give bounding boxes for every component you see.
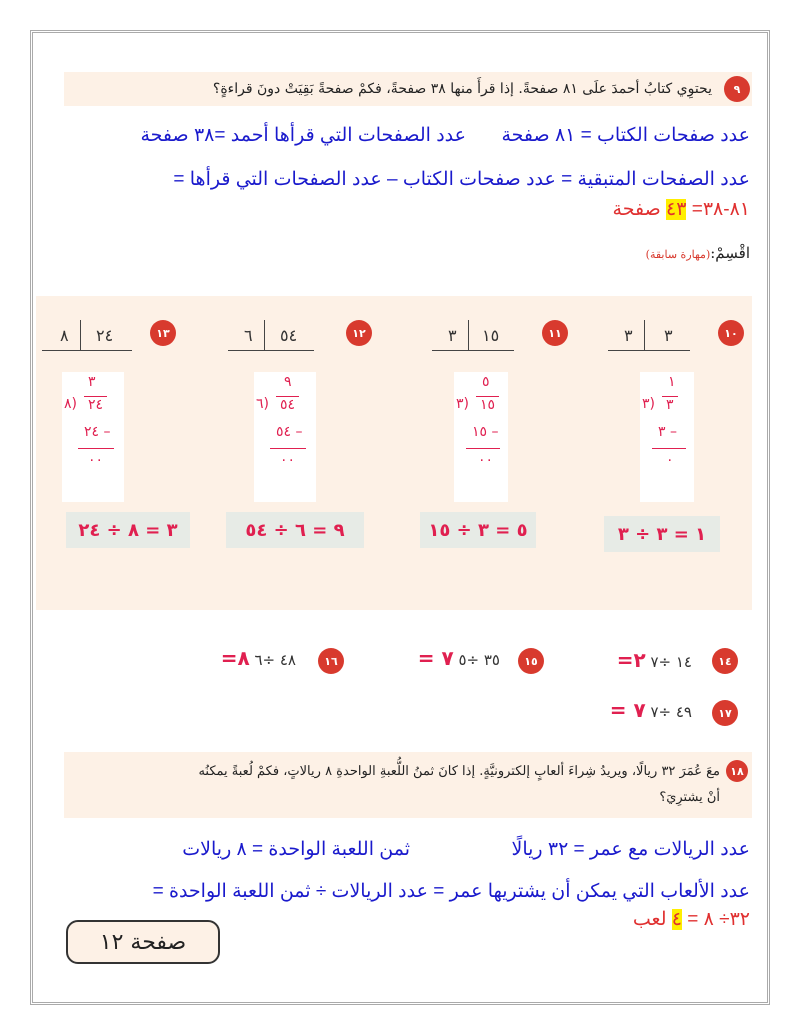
q18-question-line2: أنْ يشترِيَ؟ [659, 790, 720, 805]
p11-answer: ٥ = ٣ ÷ ١٥ [420, 512, 536, 548]
p12-division: ٦ ٥٤ [228, 318, 314, 351]
p12-answer: ٩ = ٦ ÷ ٥٤ [226, 512, 364, 548]
q18-answer: ٣٢÷ ٨ = ٤ لعب [632, 909, 750, 930]
p10-work: ١ ٣) ٣ ٣ – ٠ [640, 372, 694, 502]
q18-badge: ١٨ [726, 760, 748, 782]
p15-badge: ١٥ [518, 648, 544, 674]
page-number: صفحة ١٢ [66, 920, 220, 964]
q18-formula: عدد الألعاب التي يمكن أن يشتريها عمر = عدد الريالات ÷ ثمن اللعبة الواحدة = [152, 881, 750, 902]
p13-answer: ٣ = ٨ ÷ ٢٤ [66, 512, 190, 548]
p10-division: ٣ ٣ [608, 318, 690, 351]
p10-answer: ١ = ٣ ÷ ٣ [604, 516, 720, 552]
p14-badge: ١٤ [712, 648, 738, 674]
p11-division: ٣ ١٥ [432, 318, 514, 351]
p17-expression: ٤٩ ÷٧ ٧ = [609, 698, 692, 722]
p14-expression: ١٤ ÷٧ ٢= [616, 648, 692, 672]
p13-badge: ١٣ [150, 320, 176, 346]
q9-remaining-formula: عدد الصفحات المتبقية = عدد صفحات الكتاب – عدد الصفحات التي قرأها = [173, 169, 750, 190]
p11-badge: ١١ [542, 320, 568, 346]
q18-price: ثمن اللعبة الواحدة = ٨ ريالات [182, 839, 410, 860]
p11-work: ٥ ٣) ١٥ ١٥ – ٠٠ [454, 372, 508, 502]
p17-badge: ١٧ [712, 700, 738, 726]
q18-question-line1: معَ عُمَرَ ٣٢ ريالًا، ويريدُ شِراءَ ألعابٍ إلكترونيَّةٍ. إذا كانَ ثمنُ اللُّعبةِ الواحدةِ ٨ ريالاتٍ، فكمْ لُعبةً يمكنُه [198, 764, 720, 779]
divide-subtitle: (مهارة سابقة) [645, 248, 711, 261]
p16-expression: ٤٨ ÷٦ ٨= [220, 646, 296, 670]
q9-badge: ٩ [724, 76, 750, 102]
p16-badge: ١٦ [318, 648, 344, 674]
q18-money: عدد الريالات مع عمر = ٣٢ ريالًا [511, 839, 750, 860]
q9-question: يحتوِي كتابُ أحمدَ علَى ٨١ صفحةً. إذا قرأَ منها ٣٨ صفحةً، فكمْ صفحةً بَقِيَتْ دونَ قراءةٍ؟ [212, 81, 712, 97]
q9-pages-total: عدد صفحات الكتاب = ٨١ صفحة [501, 125, 750, 146]
p13-division: ٨ ٢٤ [42, 318, 132, 351]
q18-answer-highlight: ٤ [671, 909, 682, 930]
q9-pages-read: عدد الصفحات التي قرأها أحمد =٣٨ صفحة [140, 125, 466, 146]
p15-expression: ٣٥ ÷٥ ٧ = [417, 646, 500, 670]
q18-band [64, 752, 752, 818]
p12-work: ٩ ٦) ٥٤ ٥٤ – ٠٠ [254, 372, 316, 502]
p12-badge: ١٢ [346, 320, 372, 346]
q9-answer-highlight: ٤٣ [666, 199, 687, 220]
divide-heading: اقْسِمْ:(مهارة سابقة) [645, 244, 750, 262]
q9-answer: ٨١-٣٨= ٤٣ صفحة [612, 199, 750, 220]
p10-badge: ١٠ [718, 320, 744, 346]
p13-work: ٣ ٨) ٢٤ ٢٤ – ٠٠ [62, 372, 124, 502]
